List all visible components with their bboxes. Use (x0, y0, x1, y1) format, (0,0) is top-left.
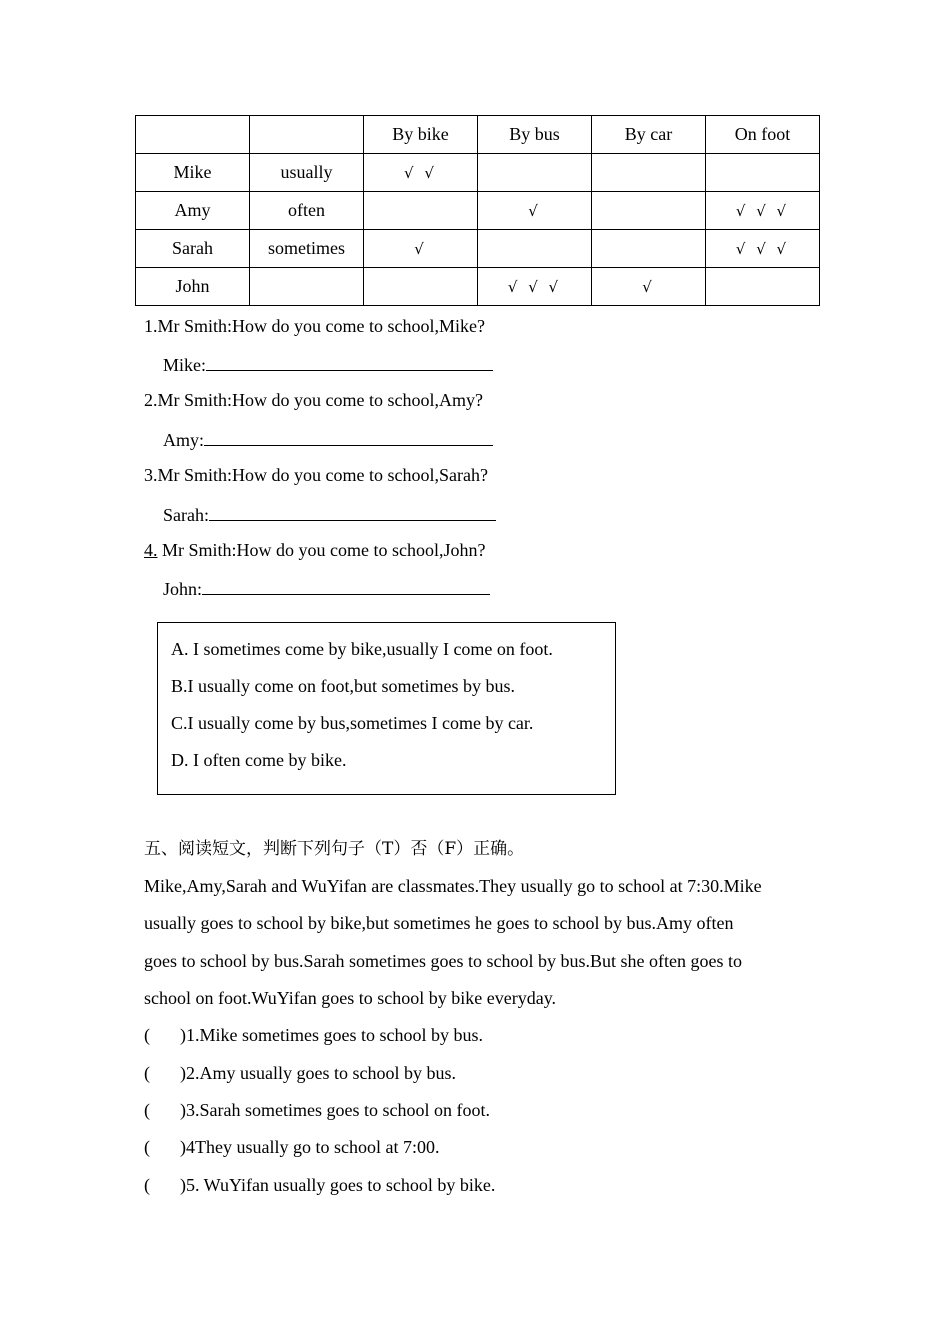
table-row (136, 230, 820, 268)
statement-1 (144, 1024, 483, 1046)
transport-table (135, 115, 820, 306)
statement-text: )3.Sarah sometimes goes to school on foot. (180, 1100, 490, 1120)
open-paren: ( (144, 1025, 150, 1045)
name-cell: Mike (136, 154, 250, 192)
header-cell (250, 116, 364, 154)
bike-cell: √ (364, 230, 478, 268)
section-5-heading: 五、阅读短文，判断下列句子（T）否（F）正确。 (144, 839, 525, 859)
answer-line-1 (163, 352, 493, 376)
question-4 (144, 539, 485, 561)
name-cell: John (136, 268, 250, 306)
question-3 (144, 464, 488, 486)
header-cell: By bike (364, 116, 478, 154)
answer-label: Amy: (163, 430, 205, 450)
statement-text: )5. WuYifan usually goes to school by bike. (180, 1175, 496, 1195)
table-header-row (136, 116, 820, 154)
answer-label: Mike: (163, 355, 206, 375)
foot-cell (706, 268, 820, 306)
bus-cell: √ (478, 192, 592, 230)
header-cell: By bus (478, 116, 592, 154)
answer-blank[interactable] (204, 427, 493, 446)
passage-line: goes to school by bus.Sarah sometimes goes to school by bus.But she often goes to (144, 951, 742, 971)
bike-cell: √ √ (364, 154, 478, 192)
answer-blank[interactable] (202, 576, 490, 595)
answer-line-4 (163, 576, 490, 600)
bike-cell (364, 268, 478, 306)
statement-2 (144, 1062, 456, 1084)
statement-text: )4They usually go to school at 7:00. (180, 1137, 440, 1157)
header-cell: By car (592, 116, 706, 154)
answer-blank[interactable] (206, 352, 493, 371)
bus-cell (478, 154, 592, 192)
header-cell (136, 116, 250, 154)
frequency-cell (250, 268, 364, 306)
option-d: D. I often come by bike. (171, 750, 347, 770)
foot-cell: √ √ √ (706, 230, 820, 268)
option-a: A. I sometimes come by bike,usually I come on foot. (171, 639, 553, 659)
open-paren: ( (144, 1100, 150, 1120)
table-row (136, 154, 820, 192)
statement-4 (144, 1136, 439, 1158)
foot-cell (706, 154, 820, 192)
passage-line: usually goes to school by bike,but sometimes he goes to school by bus.Amy often (144, 913, 734, 933)
name-cell: Sarah (136, 230, 250, 268)
name-cell: Amy (136, 192, 250, 230)
bike-cell (364, 192, 478, 230)
header-cell: On foot (706, 116, 820, 154)
table-row (136, 268, 820, 306)
car-cell (592, 192, 706, 230)
question-number: 3. (144, 465, 158, 485)
question-2 (144, 389, 483, 411)
answer-options-box (157, 622, 616, 795)
table-row (136, 192, 820, 230)
option-b: B.I usually come on foot,but sometimes by bus. (171, 676, 515, 696)
frequency-cell: sometimes (250, 230, 364, 268)
question-1 (144, 315, 485, 337)
question-text: Mr Smith:How do you come to school,Amy? (157, 390, 483, 410)
open-paren: ( (144, 1063, 150, 1083)
statement-text: )2.Amy usually goes to school by bus. (180, 1063, 456, 1083)
passage-line: Mike,Amy,Sarah and WuYifan are classmates.They usually go to school at 7:30.Mike (144, 876, 762, 896)
question-text: Mr Smith:How do you come to school,Mike? (157, 316, 485, 336)
question-text: Mr Smith:How do you come to school,John? (157, 540, 486, 560)
answer-label: John: (163, 579, 203, 599)
answer-blank[interactable] (209, 502, 496, 521)
answer-label: Sarah: (163, 505, 209, 525)
question-number: 1. (144, 316, 158, 336)
open-paren: ( (144, 1137, 150, 1157)
bus-cell: √ √ √ (478, 268, 592, 306)
statement-3 (144, 1099, 490, 1121)
car-cell (592, 154, 706, 192)
frequency-cell: usually (250, 154, 364, 192)
foot-cell: √ √ √ (706, 192, 820, 230)
bus-cell (478, 230, 592, 268)
statement-5 (144, 1174, 495, 1196)
answer-line-2 (163, 427, 493, 451)
answer-line-3 (163, 502, 496, 526)
car-cell: √ (592, 268, 706, 306)
option-c: C.I usually come by bus,sometimes I come by car. (171, 713, 534, 733)
open-paren: ( (144, 1175, 150, 1195)
question-number: 2. (144, 390, 158, 410)
statement-text: )1.Mike sometimes goes to school by bus. (180, 1025, 483, 1045)
question-text: Mr Smith:How do you come to school,Sarah? (157, 465, 488, 485)
car-cell (592, 230, 706, 268)
question-number: 4. (144, 540, 158, 560)
passage-line: school on foot.WuYifan goes to school by bike everyday. (144, 988, 557, 1008)
frequency-cell: often (250, 192, 364, 230)
